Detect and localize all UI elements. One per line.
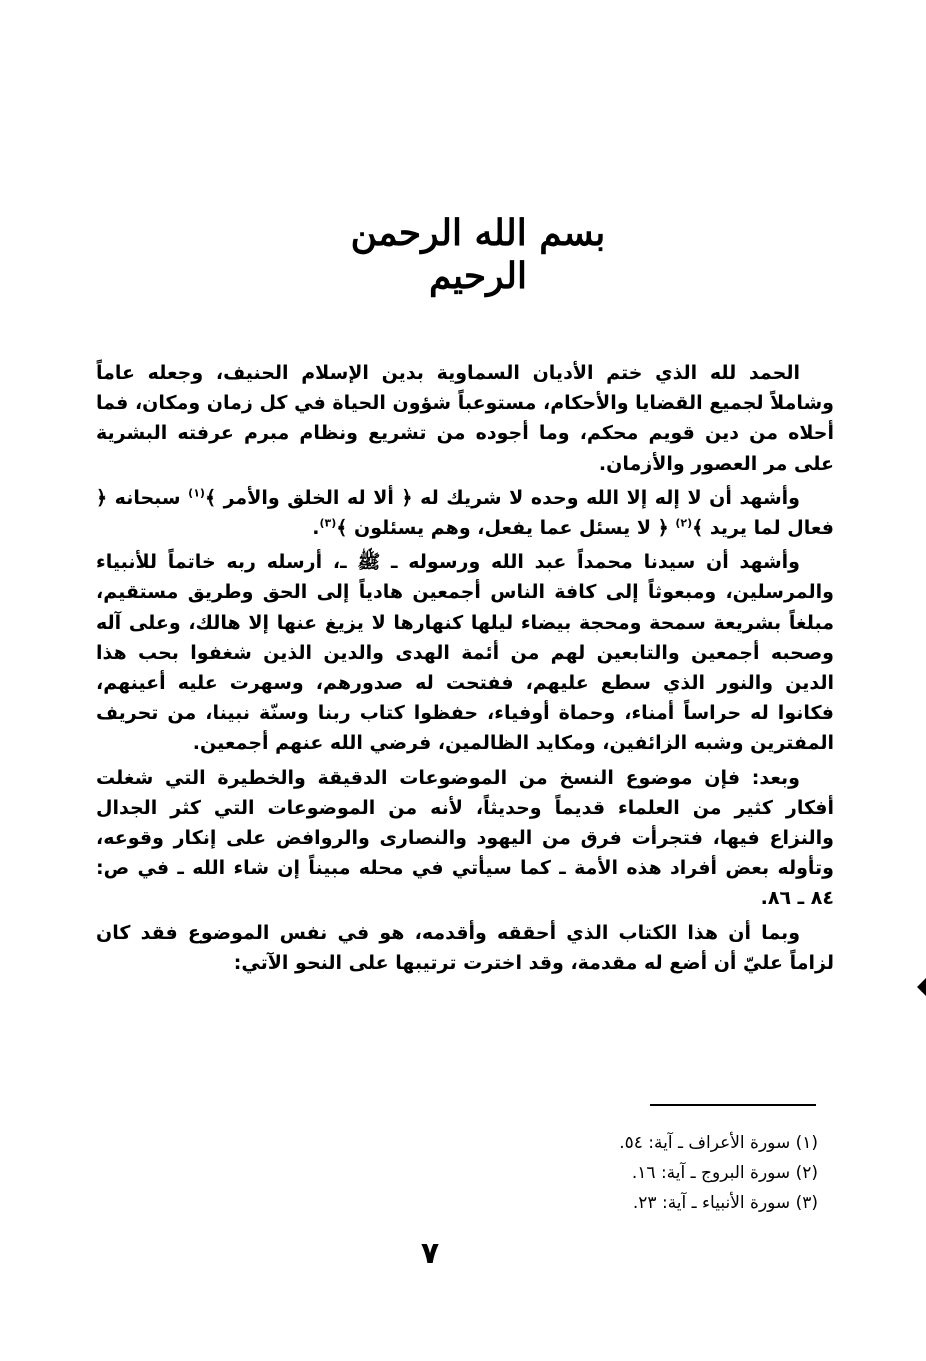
paragraph-introduction-plan: وبما أن هذا الكتاب الذي أحققه وأقدمه، هو في نفس الموضوع فقد كان لزاماً عليّ أن أضع له مقدمة، وقد اخترت ترتيبها على النحو الآتي:	[96, 921, 834, 974]
page-number: ٧	[420, 1236, 440, 1271]
footnote-item: (٣) سورة الأنبياء ـ آية: ٢٣.	[632, 1193, 818, 1213]
footnote-marker: (٢)	[675, 516, 693, 530]
paragraph-text-part: وأشهد أن لا إله إلا الله وحده لا شريك له ﴿ ألا له الخلق والأمر ﴾	[204, 486, 800, 509]
footnote-marker: (٣)	[319, 516, 337, 530]
main-text	[96, 358, 834, 978]
footnotes	[418, 1128, 818, 1218]
paragraph-testimony-prophet: وأشهد أن سيدنا محمداً عبد الله ورسوله ـ ﷺ ـ، أرسله ربه خاتماً للأنبياء والمرسلين، ومبعوثاً إلى كافة الناس أجمعين هادياً إلى الحق وطريق مستقيم، مبلغاً بشريعة سمحة ومحجة بيضاء ليلها كنهارها لا يزيغ عنها إلا هالك، وعلى آله وصحبه أجمعين والتابعين لهم من أئمة الهدى والدين الذين شغفوا بحب هذا الدين والنور الذي سطع عليهم، ففتحت له صدورهم، وسهرت عليه أعينهم، فكانوا له حراساً أمناء، وحماة أوفياء، حفظوا كتاب ربنا وسنّة نبينا، من تحريف المفترين وشبه الزائفين، ومكايد الظالمين، فرضي الله عنهم أجمعين.	[96, 551, 834, 755]
paragraph-text-part: سبحانه ﴿ فعال لما يريد ﴾	[96, 486, 834, 540]
footnote-item: (٢) سورة البروج ـ آية: ١٦.	[631, 1163, 818, 1183]
paragraph-praise: الحمد لله الذي ختم الأديان السماوية بدين الإسلام الحنيف، وجعله عاماً وشاملاً لجميع القضايا والأحكام، مستوعباً شؤون الحياة في كل زمان ومكان، فما أحلاه من دين قويم محكم، وما أجوده من تشريع ونظام مبرم عرفته البشرية على مر العصور والأزمان.	[96, 362, 834, 475]
basmala-heading: بسم الله الرحمن الرحيم	[350, 212, 606, 298]
paragraph-testimony-god	[96, 483, 834, 543]
footnote-marker: (١)	[188, 486, 205, 500]
footnote-divider	[650, 1104, 816, 1106]
paragraph-topic-abrogation: وبعد: فإن موضوع النسخ من الموضوعات الدقيقة والخطيرة التي شغلت أفكار كثير من العلماء قديماً وحديثاً، لأنه من الموضوعات التي كثر الجدال والنزاع فيها، فتجرأت فرق من اليهود والنصارى والروافض على إنكار وقوعه، وتأوله بعض أفراد هذه الأمة ـ كما سيأتي في محله مبيناً إن شاء الله ـ في ص: ٨٤ ـ ٨٦.	[96, 766, 834, 910]
page-edge-mark	[917, 978, 926, 996]
paragraph-text-part: .	[312, 517, 320, 540]
paragraph-text-part: ﴿ لا يسئل عما يفعل، وهم يسئلون ﴾	[336, 517, 676, 540]
footnote-item: (١) سورة الأعراف ـ آية: ٥٤.	[619, 1133, 818, 1153]
